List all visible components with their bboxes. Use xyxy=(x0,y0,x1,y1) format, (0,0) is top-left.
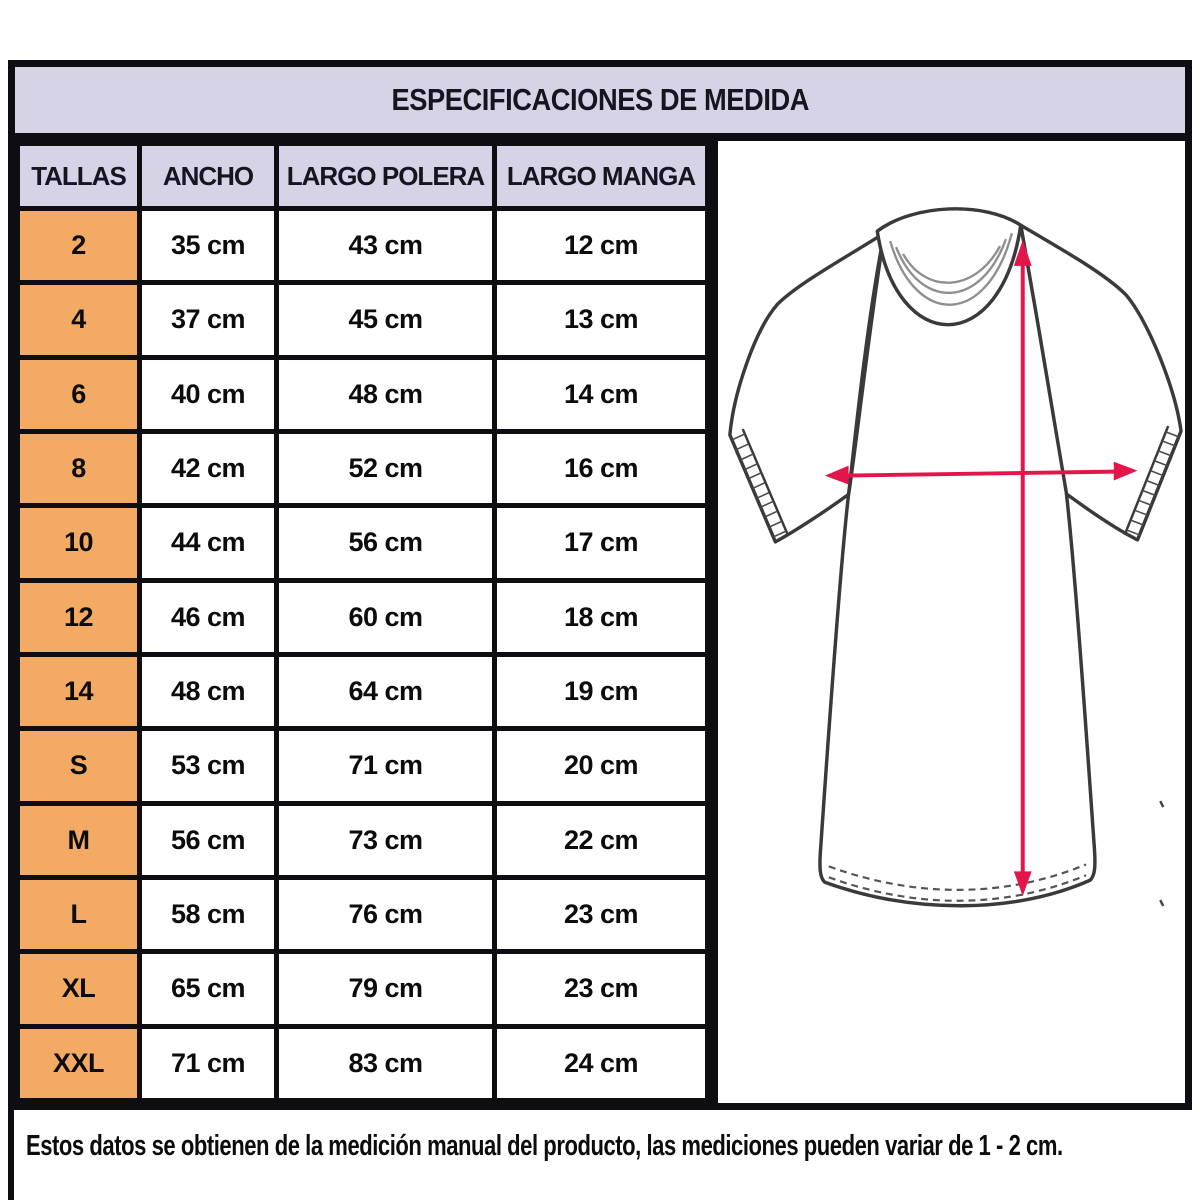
footer-note-area xyxy=(8,1110,1192,1200)
largo-polera-cell: 71 cm xyxy=(277,729,495,803)
column-header-ancho: ANCHO xyxy=(140,144,277,209)
header-row xyxy=(18,144,708,209)
largo-polera-cell: 45 cm xyxy=(277,283,495,357)
page-title: ESPECIFICACIONES DE MEDIDA xyxy=(391,82,809,117)
largo-polera-cell: 56 cm xyxy=(277,506,495,580)
ancho-cell: 71 cm xyxy=(140,1026,277,1100)
largo-manga-cell: 22 cm xyxy=(495,803,708,877)
largo-polera-cell: 60 cm xyxy=(277,580,495,654)
size-table xyxy=(15,141,710,1103)
ancho-cell: 46 cm xyxy=(140,580,277,654)
size-cell: XL xyxy=(18,952,140,1026)
size-cell: 10 xyxy=(18,506,140,580)
size-row xyxy=(18,209,708,283)
size-row xyxy=(18,952,708,1026)
ancho-cell: 35 cm xyxy=(140,209,277,283)
print-speck-top xyxy=(1160,801,1163,807)
largo-polera-cell: 79 cm xyxy=(277,952,495,1026)
title-bar xyxy=(15,67,1185,141)
largo-manga-cell: 18 cm xyxy=(495,580,708,654)
size-row xyxy=(18,803,708,877)
size-row xyxy=(18,729,708,803)
size-row xyxy=(18,283,708,357)
largo-manga-cell: 23 cm xyxy=(495,952,708,1026)
column-header-largo-manga: LARGO MANGA xyxy=(495,144,708,209)
size-table-header xyxy=(18,144,708,209)
size-cell: 12 xyxy=(18,580,140,654)
size-row xyxy=(18,506,708,580)
largo-manga-cell: 12 cm xyxy=(495,209,708,283)
column-header-largo-polera: LARGO POLERA xyxy=(277,144,495,209)
size-cell: S xyxy=(18,729,140,803)
largo-polera-cell: 76 cm xyxy=(277,877,495,951)
column-header-tallas: TALLAS xyxy=(18,144,140,209)
footer-note-text: Estos datos se obtienen de la medición manual del producto, las mediciones pueden variar de 1 - 2 cm. xyxy=(26,1130,1063,1162)
size-row xyxy=(18,357,708,431)
size-cell: 6 xyxy=(18,357,140,431)
size-row xyxy=(18,654,708,728)
size-row xyxy=(18,431,708,505)
ancho-cell: 40 cm xyxy=(140,357,277,431)
largo-manga-cell: 24 cm xyxy=(495,1026,708,1100)
tshirt-diagram-panel xyxy=(710,141,1185,1103)
largo-polera-cell: 52 cm xyxy=(277,431,495,505)
largo-manga-cell: 16 cm xyxy=(495,431,708,505)
ancho-cell: 48 cm xyxy=(140,654,277,728)
ancho-cell: 65 cm xyxy=(140,952,277,1026)
largo-manga-cell: 14 cm xyxy=(495,357,708,431)
size-row xyxy=(18,877,708,951)
largo-manga-cell: 23 cm xyxy=(495,877,708,951)
largo-polera-cell: 48 cm xyxy=(277,357,495,431)
ancho-cell: 53 cm xyxy=(140,729,277,803)
size-cell: M xyxy=(18,803,140,877)
size-cell: 4 xyxy=(18,283,140,357)
largo-manga-cell: 19 cm xyxy=(495,654,708,728)
ancho-cell: 42 cm xyxy=(140,431,277,505)
largo-manga-cell: 20 cm xyxy=(495,729,708,803)
size-table-body xyxy=(18,209,708,1101)
size-cell: 2 xyxy=(18,209,140,283)
ancho-cell: 37 cm xyxy=(140,283,277,357)
size-cell: 14 xyxy=(18,654,140,728)
largo-polera-cell: 73 cm xyxy=(277,803,495,877)
print-speck-bottom xyxy=(1160,900,1163,906)
size-cell: XXL xyxy=(18,1026,140,1100)
ancho-cell: 56 cm xyxy=(140,803,277,877)
size-row xyxy=(18,1026,708,1100)
ancho-cell: 58 cm xyxy=(140,877,277,951)
main-area xyxy=(15,141,1185,1103)
largo-polera-cell: 83 cm xyxy=(277,1026,495,1100)
size-chart-sheet xyxy=(8,60,1192,1110)
size-cell: L xyxy=(18,877,140,951)
size-row xyxy=(18,580,708,654)
ancho-cell: 44 cm xyxy=(140,506,277,580)
largo-polera-cell: 43 cm xyxy=(277,209,495,283)
tshirt-diagram xyxy=(718,141,1185,1103)
largo-polera-cell: 64 cm xyxy=(277,654,495,728)
size-cell: 8 xyxy=(18,431,140,505)
largo-manga-cell: 13 cm xyxy=(495,283,708,357)
largo-manga-cell: 17 cm xyxy=(495,506,708,580)
